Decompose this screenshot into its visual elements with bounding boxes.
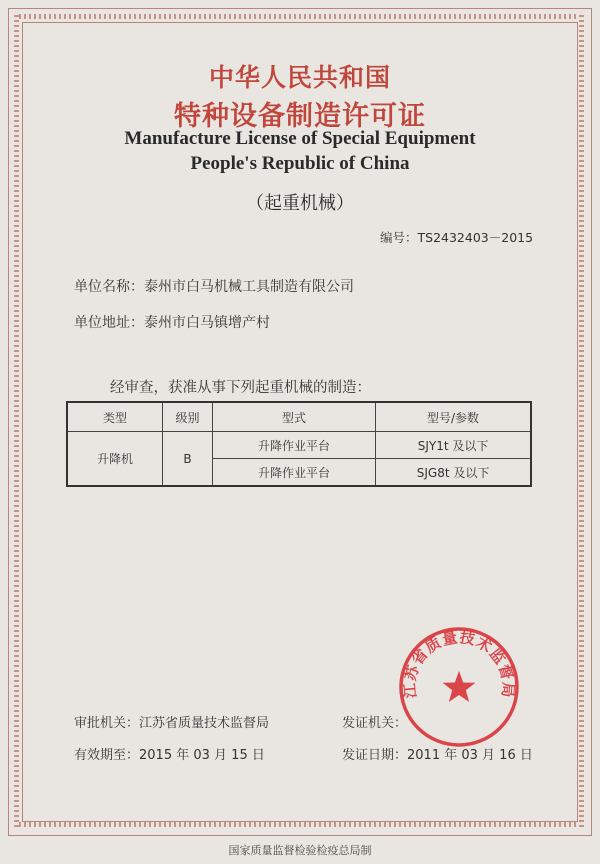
approval-authority-value: 江苏省质量技术监督局 bbox=[139, 716, 270, 731]
title-english-license: Manufacture License of Special Equipment bbox=[124, 128, 476, 149]
cell-model: SJY1t 及以下 bbox=[376, 432, 531, 459]
unit-address-row bbox=[74, 312, 270, 332]
approval-intro: 经审查，获准从事下列起重机械的制造： bbox=[110, 380, 371, 396]
cell-form: 升降作业平台 bbox=[212, 432, 375, 459]
issue-date-label: 发证日期： bbox=[342, 748, 408, 763]
issuing-authority-label: 发证机关： bbox=[342, 716, 408, 731]
issue-date-row bbox=[342, 744, 533, 763]
unit-address-value: 泰州市白马镇增产村 bbox=[144, 315, 270, 331]
approval-authority-row bbox=[74, 712, 269, 731]
issue-date-value: 2011 年 03 月 16 日 bbox=[407, 748, 533, 763]
header-type: 类型 bbox=[67, 402, 163, 432]
header-model: 型号/参数 bbox=[376, 402, 531, 432]
title-license: 特种设备制造许可证 bbox=[174, 101, 426, 132]
unit-address-label: 单位地址： bbox=[74, 315, 144, 331]
cell-type: 升降机 bbox=[67, 432, 163, 487]
cell-level: B bbox=[163, 432, 213, 487]
header-level: 级别 bbox=[163, 402, 213, 432]
title-english-country: People's Republic of China bbox=[190, 153, 410, 174]
unit-name-value: 泰州市白马机械工具制造有限公司 bbox=[144, 279, 354, 295]
table-header-row bbox=[67, 402, 531, 432]
svg-text:江苏省质量技术监督局: 江苏省质量技术监督局 bbox=[400, 628, 518, 699]
unit-name-label: 单位名称： bbox=[74, 279, 144, 295]
cell-model: SJG8t 及以下 bbox=[376, 459, 531, 487]
unit-name-row bbox=[74, 276, 354, 296]
equipment-category: （起重机械） bbox=[246, 193, 354, 214]
border-pattern-top bbox=[14, 14, 584, 19]
border-pattern-bottom bbox=[14, 822, 584, 827]
header-form: 型式 bbox=[212, 402, 375, 432]
approval-authority-label: 审批机关： bbox=[74, 716, 140, 731]
title-country: 中华人民共和国 bbox=[208, 63, 391, 92]
issuer-footer: 国家质量监督检验检疫总局制 bbox=[228, 844, 372, 857]
validity-row bbox=[74, 744, 265, 763]
license-number: 编号：TS2432403－2015 bbox=[380, 230, 534, 245]
approved-equipment-table bbox=[66, 401, 532, 487]
official-seal-stamp bbox=[395, 623, 523, 751]
cell-form: 升降作业平台 bbox=[212, 459, 375, 487]
table-row bbox=[67, 432, 531, 459]
validity-label: 有效期至： bbox=[74, 748, 140, 763]
validity-value: 2015 年 03 月 15 日 bbox=[139, 748, 265, 763]
